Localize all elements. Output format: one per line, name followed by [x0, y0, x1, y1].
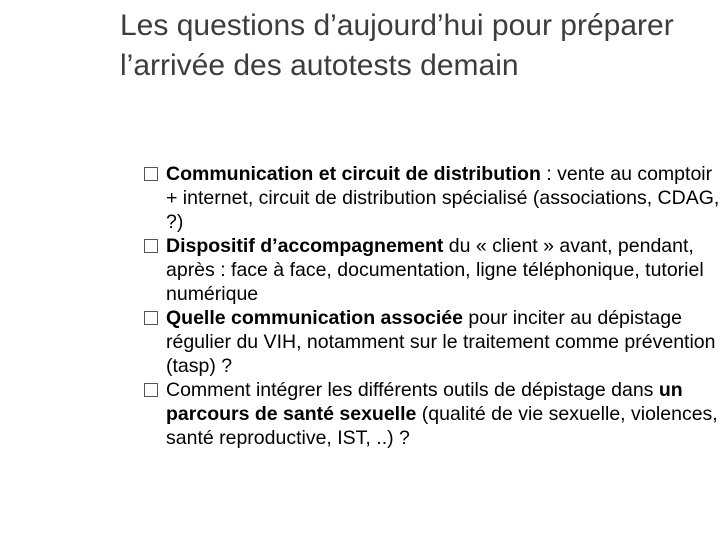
bullet-text: pour inciter au dépistage régulier du VIH, notamment sur le traitement comme prévention (tasp) ?: [166, 307, 716, 377]
square-bullet-icon: [144, 383, 158, 397]
bullet-text: du « client » avant, pendant, après : face à face, documentation, ligne téléphonique, tutoriel numérique: [166, 235, 704, 305]
bullet-bold-text: Communication et circuit de distribution: [166, 163, 541, 185]
bullet-item-distribution: [144, 162, 720, 234]
bullet-item-accompagnement: [144, 234, 720, 306]
bullet-text-pre: Comment intégrer les différents outils de dépistage dans: [166, 379, 659, 401]
bullet-list: [144, 162, 720, 450]
bullet-text: (qualité de vie sexuelle, violences, santé reproductive, IST, ..) ?: [166, 403, 718, 449]
bullet-item-parcours: [144, 378, 720, 450]
bullet-bold-text: un parcours de santé sexuelle: [166, 379, 683, 425]
bullet-item-communication: [144, 306, 720, 378]
bullet-bold-text: Dispositif d’accompagnement: [166, 235, 444, 257]
square-bullet-icon: [144, 167, 158, 181]
square-bullet-icon: [144, 239, 158, 253]
square-bullet-icon: [144, 311, 158, 325]
bullet-bold-text: Quelle communication associée: [166, 307, 463, 329]
slide-title: Les questions d’aujourd’hui pour préparer l’arrivée des autotests demain: [120, 9, 674, 82]
bullet-text: : vente au comptoir + internet, circuit de distribution spécialisé (associations, CDAG, ?): [166, 163, 720, 233]
